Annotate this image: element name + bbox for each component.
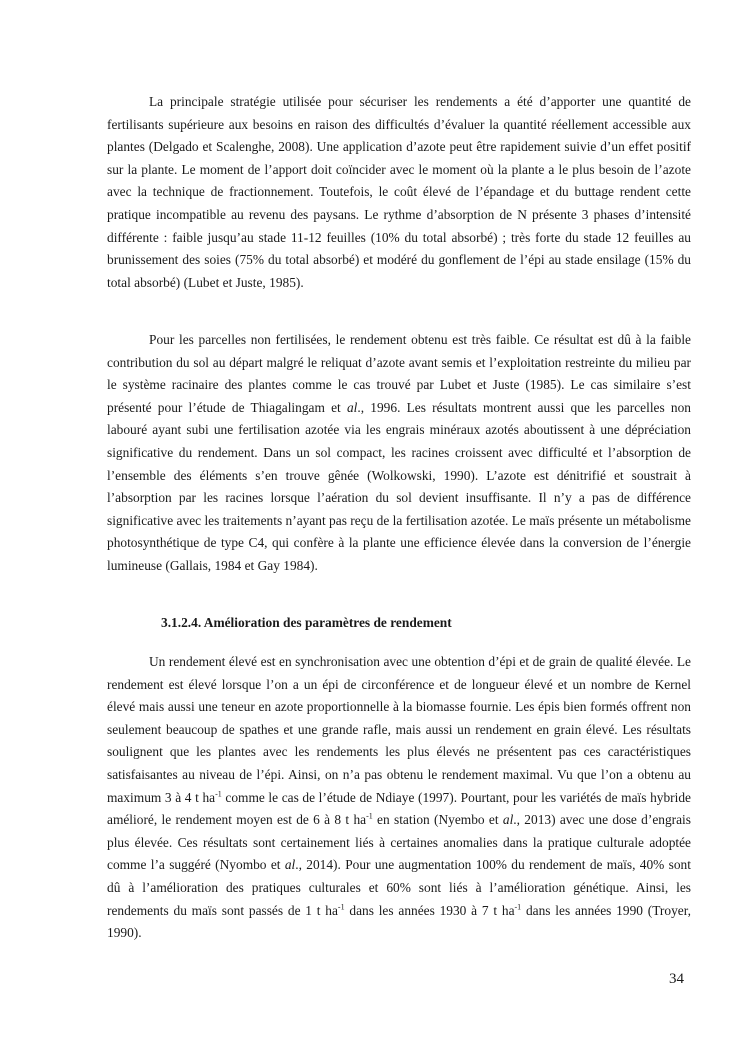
paragraph-text: ., 2014). Pour une augmentation 100% du rendement de maïs, 40% sont dû à l’amélioration des pratiques culturales et 60% sont liés à l’amélioration génétique. Ainsi, les rendements du maïs sont passés de 1 t ha: [107, 857, 691, 918]
paragraph-text: dans les années 1990 (Troyer, 1990).: [107, 902, 691, 941]
superscript: -1: [337, 902, 345, 912]
paragraph-text: Pour les parcelles non fertilisées, le rendement obtenu est très faible. Ce résultat est dû à la faible contribution du sol au départ malgré le reliquat d’azote avant semis et l’exploitation restreinte du milieu par le système racinaire des plantes comme le cas trouvé par Lubet et Juste (1985). Le cas similaire s’est présenté pour l’étude de Thiagalingam et: [107, 332, 691, 415]
paragraph-text: ., 2013) avec une dose d’engrais plus élevée. Ces résultats sont certainement liés à certaines anomalies dans la pratique culturale adoptée comme l’a suggéré (Nyombo et: [107, 812, 691, 873]
paragraph-text: Un rendement élevé est en synchronisation avec une obtention d’épi et de grain de qualité élevée. Le rendement est élevé lorsque l’on a un épi de circonférence et de longueur élevé et un nombre de Kernel élevé mais aussi une teneur en azote proportionnelle à la biomasse fournie. Les épis bien formés offrent non seulement beaucoup de spathes et une grande rafle, mais aussi un rendement en grain élevé. Les résultats soulignent que les plantes avec les rendements les plus élevés ne présentent pas ces caractéristiques satisfaisantes au niveau de l’épi. Ainsi, on n’a pas obtenu le rendement maximal. Vu que l’on a obtenu au maximum 3 à 4 t ha: [107, 654, 691, 805]
superscript: -1: [215, 789, 222, 799]
et-al-italic: al: [502, 812, 514, 828]
superscript: -1: [366, 811, 373, 821]
paragraph-yield-improvement: [107, 651, 691, 945]
paragraph-unfertilised-plots: [107, 329, 691, 578]
et-al-italic: al: [346, 399, 358, 415]
paragraph-text: ., 1996. Les résultats montrent aussi que les parcelles non labouré ayant subi une fertilisation azotée via les engrais minéraux azotés aboutissent à une dépréciation significative du rendement. Dans un sol compact, les racines croissent avec difficulté et l’absorption de l’ensemble des éléments s’en trouve gênée (Wolkowski, 1990). L’azote est dénitrifié et soustrait à l’absorption par les racines lorsque l’aération du sol devient insuffisante. Il n’y a pas de différence significative avec les traitements n’ayant pas reçu de la fertilisation azotée. Le maïs présente un métabolisme photosynthétique de type C4, qui confère à la plante une efficience élevée dans la conversion de l’énergie lumineuse (Gallais, 1984 et Gay 1984).: [107, 399, 691, 573]
paragraph-text: en station (Nyembo et: [372, 812, 503, 828]
paragraph-text: La principale stratégie utilisée pour sécuriser les rendements a été d’apporter une quantité de fertilisants supérieure aux besoins en raison des difficultés d’évaluer la quantité réellement accessible aux plantes (Delgado et Scalenghe, 2008). Une application d’azote peut être rapidement suivie d’un effet positif sur la plante. Le moment de l’apport doit coïncider avec le moment où la plante a le plus besoin de l’azote avec la technique de fractionnement. Toutefois, le coût élevé de l’épandage et du buttage rendent cette pratique incompatible au revenu des paysans. Le rythme d’absorption de N présente 3 phases d’intensité différente : faible jusqu’au stade 11-12 feuilles (10% du total absorbé) ; très forte du stade 12 feuilles au brunissement des soies (75% du total absorbé) et modéré du gonflement de l’épi au stade ensilage (15% du total absorbé) (Lubet et Juste, 1985).: [107, 94, 691, 290]
paragraph-text: dans les années 1930 à 7 t ha: [344, 902, 515, 918]
paragraph-fertilisation-strategy: [107, 91, 691, 294]
page-number: 34: [669, 971, 684, 987]
et-al-italic: al: [284, 857, 296, 873]
section-heading: 3.1.2.4. Amélioration des paramètres de rendement: [161, 615, 452, 630]
superscript: -1: [514, 902, 522, 912]
paragraph-text: comme le cas de l’étude de Ndiaye (1997). Pourtant, pour les variétés de maïs hybride amélioré, le rendement moyen est de 6 à 8 t ha: [107, 789, 691, 828]
